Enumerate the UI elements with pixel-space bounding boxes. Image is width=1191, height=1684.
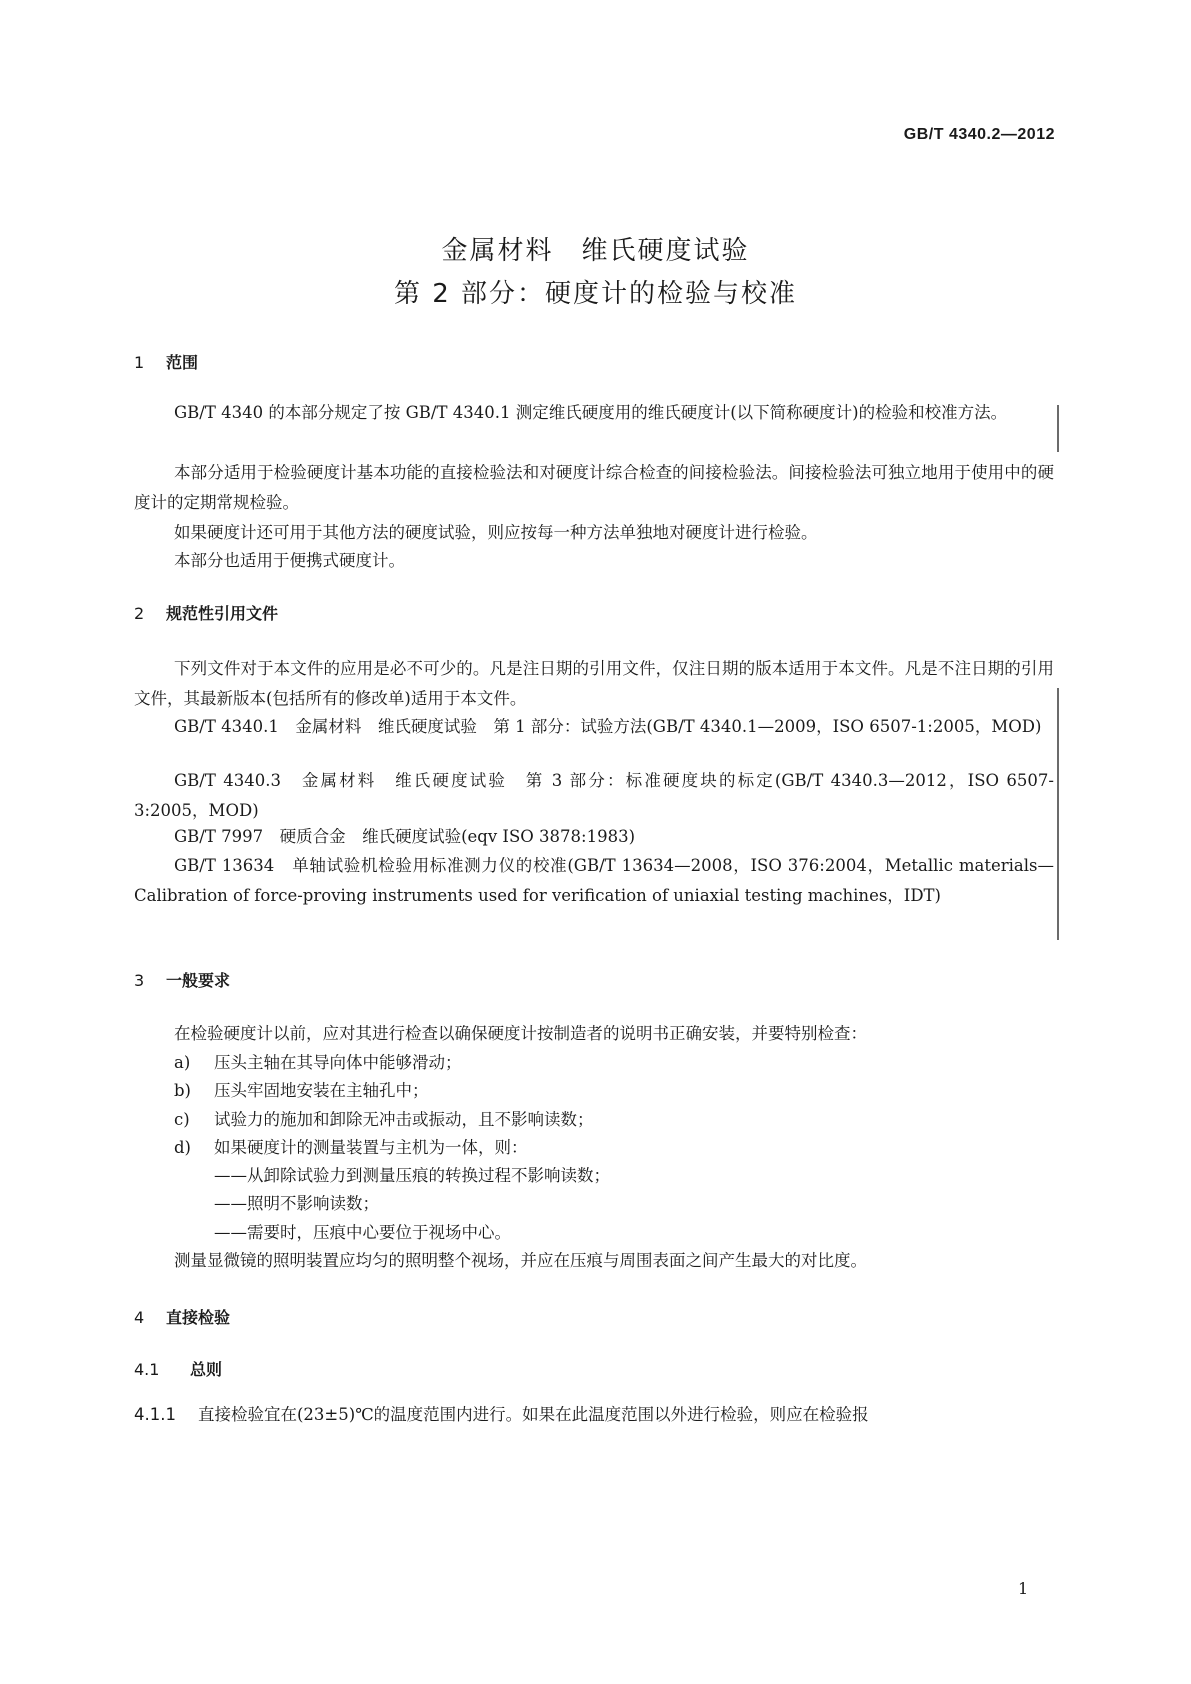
dash-item: ——需要时，压痕中心要位于视场中心。 bbox=[214, 1223, 511, 1242]
section-3-heading bbox=[134, 968, 230, 991]
list-label: d) bbox=[174, 1138, 191, 1157]
page-number: 1 bbox=[1018, 1579, 1029, 1598]
paragraph: 本部分适用于检验硬度计基本功能的直接检验法和对硬度计综合检查的间接检验法。间接检验法可独立地用于使用中的硬度计的定期常规检验。 bbox=[134, 463, 1054, 512]
section-1-heading bbox=[134, 350, 198, 373]
list-item bbox=[174, 1133, 1094, 1163]
reference-item: GB/T 13634 单轴试验机检验用标准测力仪的校准(GB/T 13634—2008，ISO 376:2004，Metallic materials—Calibration of force-proving instruments used for verification of uniaxial testing machines，IDT) bbox=[134, 856, 1054, 905]
section-number: 4 bbox=[134, 1308, 145, 1327]
list-item bbox=[174, 1076, 1094, 1106]
document-title: 金属材料 维氏硬度试验 bbox=[441, 236, 750, 266]
reference-item: GB/T 4340.1 金属材料 维氏硬度试验 第 1 部分：试验方法(GB/T 4340.1—2009，ISO 6507-1:2005，MOD) bbox=[174, 717, 1042, 736]
revision-bar bbox=[1057, 405, 1059, 452]
section-title: 一般要求 bbox=[166, 971, 231, 990]
section-number: 4.1 bbox=[134, 1360, 160, 1379]
section-2-heading bbox=[134, 601, 278, 624]
section-title: 总则 bbox=[190, 1360, 223, 1379]
section-number: 3 bbox=[134, 971, 145, 990]
list-item bbox=[174, 1048, 1094, 1078]
dash-item: ——从卸除试验力到测量压痕的转换过程不影响读数； bbox=[214, 1166, 610, 1185]
list-item bbox=[174, 1105, 1094, 1135]
section-number: 1 bbox=[134, 353, 145, 372]
list-text: 试验力的施加和卸除无冲击或振动，且不影响读数； bbox=[214, 1110, 594, 1129]
list-label: b) bbox=[174, 1081, 191, 1100]
paragraph: 在检验硬度计以前，应对其进行检查以确保硬度计按制造者的说明书正确安装，并要特别检查： bbox=[174, 1024, 867, 1043]
section-title: 规范性引用文件 bbox=[166, 604, 279, 623]
subsection-4-1-heading bbox=[134, 1357, 222, 1380]
revision-bar bbox=[1057, 688, 1059, 940]
reference-item: GB/T 7997 硬质合金 维氏硬度试验(eqv ISO 3878:1983) bbox=[174, 827, 636, 846]
list-label: c) bbox=[174, 1110, 190, 1129]
section-title: 直接检验 bbox=[166, 1308, 231, 1327]
section-4-heading bbox=[134, 1305, 230, 1328]
dash-item: ——照明不影响读数； bbox=[214, 1194, 379, 1213]
standard-code: GB/T 4340.2—2012 bbox=[903, 126, 1055, 143]
paragraph: 本部分也适用于便携式硬度计。 bbox=[174, 551, 405, 570]
list-label: a) bbox=[174, 1053, 191, 1072]
clause-text: 直接检验宜在(23±5)℃的温度范围内进行。如果在此温度范围以外进行检验，则应在检验报 bbox=[198, 1405, 869, 1424]
list-text: 压头牢固地安装在主轴孔中； bbox=[214, 1081, 429, 1100]
clause-4-1-1 bbox=[134, 1400, 1054, 1430]
paragraph: 下列文件对于本文件的应用是必不可少的。凡是注日期的引用文件，仅注日期的版本适用于本文件。凡是不注日期的引用文件，其最新版本(包括所有的修改单)适用于本文件。 bbox=[134, 659, 1054, 708]
paragraph: 如果硬度计还可用于其他方法的硬度试验，则应按每一种方法单独地对硬度计进行检验。 bbox=[174, 523, 818, 542]
section-number: 2 bbox=[134, 604, 145, 623]
paragraph: 测量显微镜的照明装置应均匀的照明整个视场，并应在压痕与周围表面之间产生最大的对比度。 bbox=[174, 1251, 867, 1270]
document-subtitle: 第 2 部分：硬度计的检验与校准 bbox=[393, 279, 798, 309]
list-text: 压头主轴在其导向体中能够滑动； bbox=[214, 1053, 462, 1072]
list-text: 如果硬度计的测量装置与主机为一体，则： bbox=[214, 1138, 528, 1157]
section-title: 范围 bbox=[166, 353, 199, 372]
reference-item: GB/T 4340.3 金属材料 维氏硬度试验 第 3 部分：标准硬度块的标定(GB/T 4340.3—2012，ISO 6507-3:2005，MOD) bbox=[134, 771, 1054, 820]
paragraph: GB/T 4340 的本部分规定了按 GB/T 4340.1 测定维氏硬度用的维氏硬度计(以下简称硬度计)的检验和校准方法。 bbox=[174, 403, 1008, 422]
clause-number: 4.1.1 bbox=[134, 1405, 176, 1424]
